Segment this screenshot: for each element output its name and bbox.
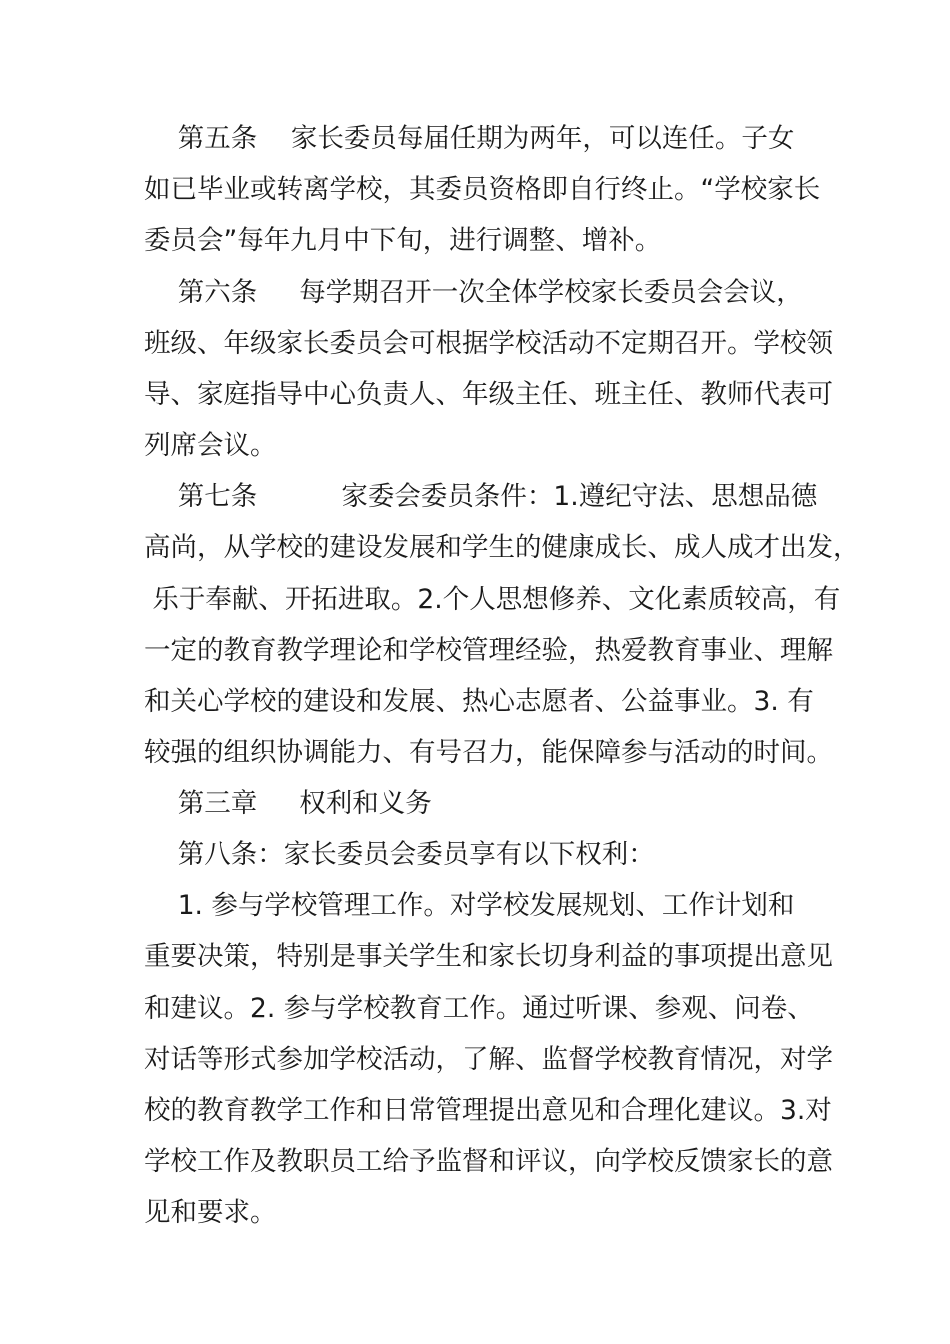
text-line: 一定的教育教学理论和学校管理经验，热爱教育事业、理解	[144, 635, 833, 666]
text-line: 第八条：家长委员会委员享有以下权利：	[144, 839, 655, 870]
chapter-heading: 第三章 权利和义务	[144, 788, 432, 819]
text-line: 重要决策，特别是事关学生和家长切身利益的事项提出意见	[144, 941, 833, 972]
text-line: 对话等形式参加学校活动，了解、监督学校教育情况，对学	[144, 1044, 833, 1075]
text-line: 校的教育教学工作和日常管理提出意见和合理化建议。3.对	[144, 1095, 832, 1126]
text-line: 第五条 家长委员每届任期为两年，可以连任。子女	[144, 123, 795, 154]
text-line: 和关心学校的建设和发展、热心志愿者、公益事业。3. 有	[144, 686, 814, 717]
text-line: 1. 参与学校管理工作。对学校发展规划、工作计划和	[144, 890, 795, 921]
text-line: 较强的组织协调能力、有号召力，能保障参与活动的时间。	[144, 737, 833, 768]
text-line: 乐于奉献、开拓进取。2.个人思想修养、文化素质较高，有	[144, 584, 841, 615]
text-line: 导、家庭指导中心负责人、年级主任、班主任、教师代表可	[144, 379, 833, 410]
text-line: 和建议。2. 参与学校教育工作。通过听课、参观、问卷、	[144, 993, 814, 1024]
text-line: 见和要求。	[144, 1197, 277, 1228]
text-line: 班级、年级家长委员会可根据学校活动不定期召开。学校领	[144, 328, 833, 359]
text-line: 列席会议。	[144, 430, 277, 461]
text-line: 第六条 每学期召开一次全体学校家长委员会会议，	[144, 277, 803, 308]
text-line: 如已毕业或转离学校，其委员资格即自行终止。“学校家长	[144, 174, 821, 205]
text-line: 高尚，从学校的建设发展和学生的健康成长、成人成才出发，	[144, 532, 860, 563]
text-line: 学校工作及教职员工给予监督和评议，向学校反馈家长的意	[144, 1146, 833, 1177]
text-line: 第七条 家委会委员条件：1.遵纪守法、思想品德	[144, 481, 818, 512]
text-line: 委员会”每年九月中下旬，进行调整、增补。	[144, 225, 662, 256]
